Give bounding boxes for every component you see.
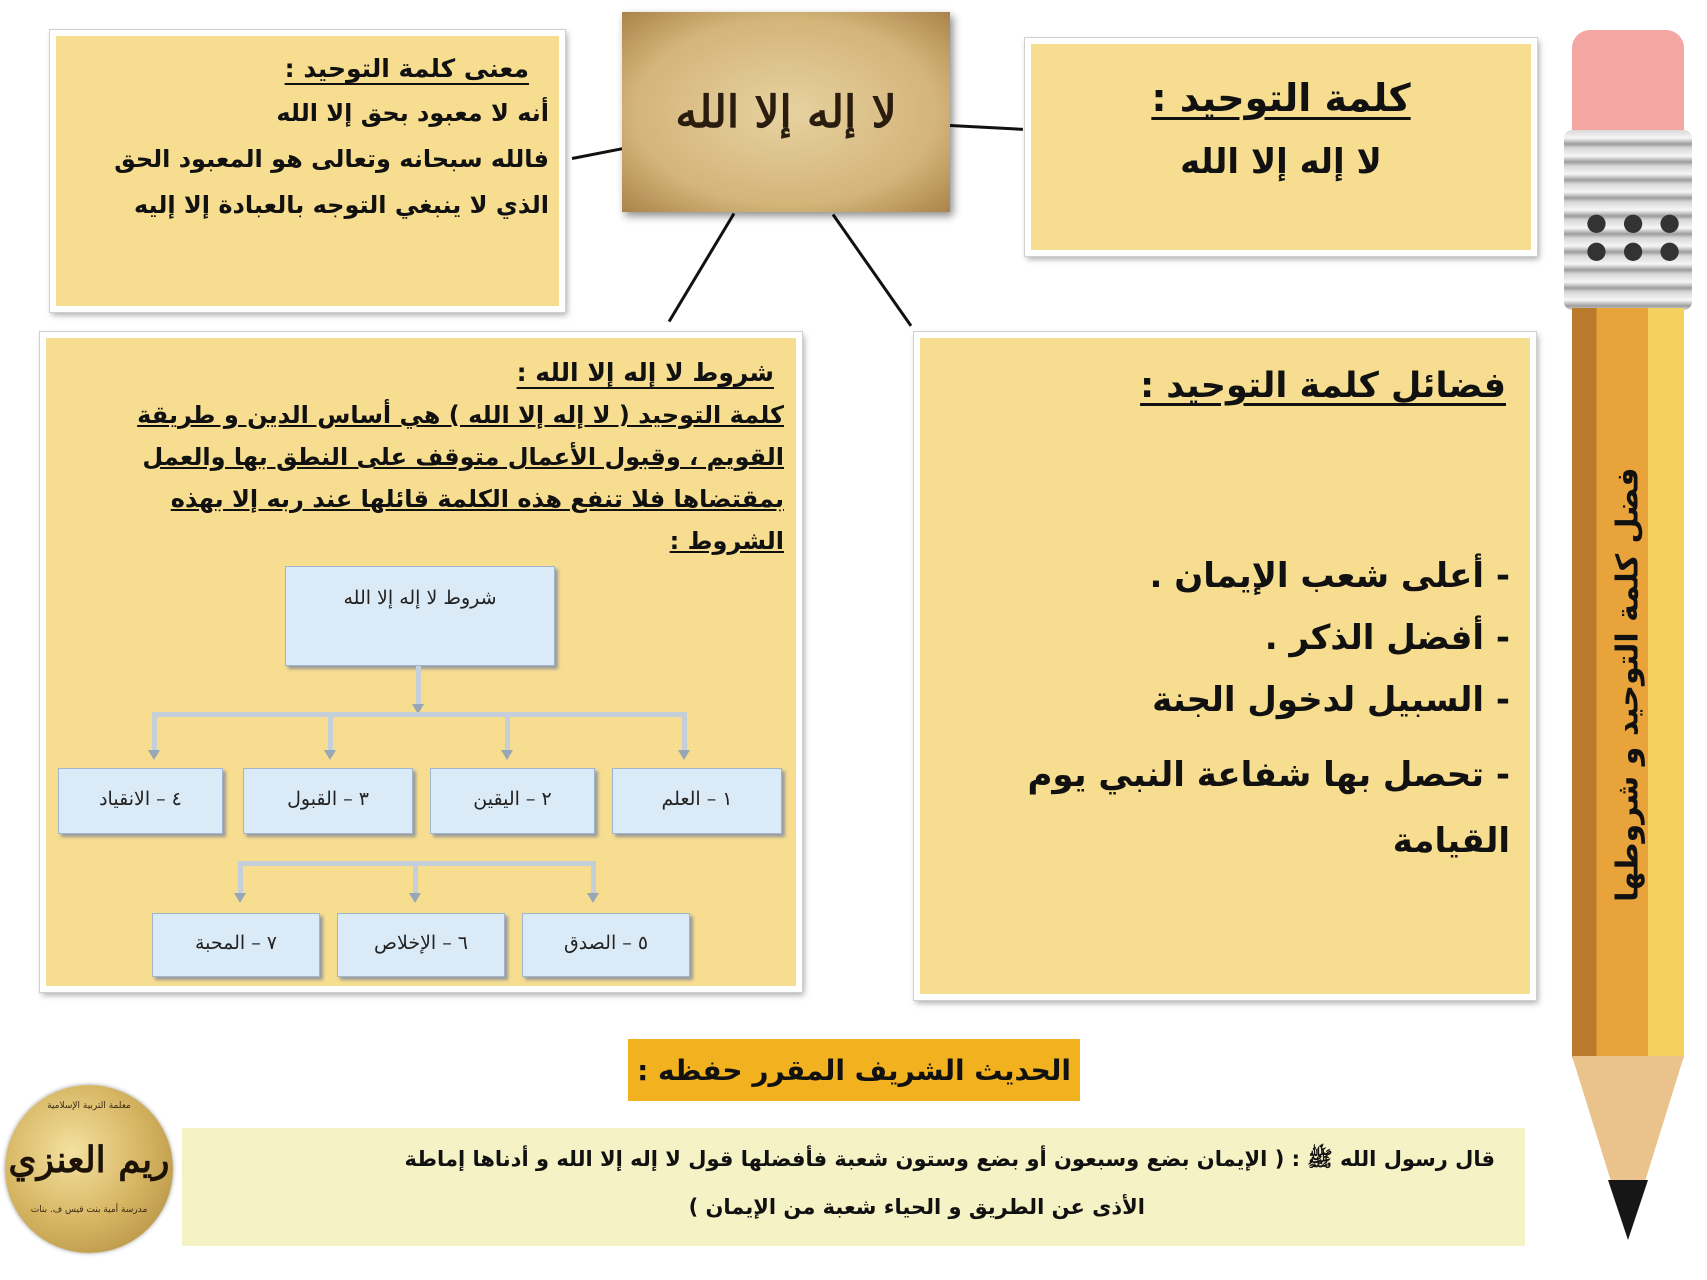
- virtues-box: [914, 332, 1536, 1000]
- tree-row1-arrow-4: [148, 750, 160, 760]
- tree-row1-drop-1: [682, 712, 687, 752]
- pencil-label: فضل كلمة التوحيد و شروطها: [1610, 467, 1646, 902]
- hadith-heading: [628, 1039, 1080, 1101]
- tree-root-stem: [416, 666, 421, 708]
- tree-row1-drop-2: [505, 712, 510, 752]
- hadith-heading-text: الحديث الشريف المقرر حفظه :: [637, 1053, 1071, 1087]
- definition-box: [1025, 38, 1537, 256]
- tree-node-4: [58, 768, 223, 834]
- tree-node-5: [522, 913, 690, 977]
- tree-node-7: [152, 913, 320, 977]
- tree-node-1-label: ١ – العلم: [661, 788, 733, 810]
- conditions-line-3: بمقتضاها فلا تنفع هذه الكلمة قائلها عند ربه إلا بهذه: [170, 485, 784, 513]
- hadith-line-2: الأذى عن الطريق و الحياء شعبة من الإيمان ): [688, 1195, 1145, 1219]
- pencil-lead: [1608, 1180, 1648, 1240]
- connector-line-right: [950, 124, 1023, 131]
- tree-row1-bar: [152, 712, 687, 717]
- connector-line-lower-right: [832, 214, 912, 327]
- tree-row1-arrow-3: [324, 750, 336, 760]
- tree-root-node: [285, 566, 555, 666]
- tree-node-3: [243, 768, 413, 834]
- logo-seal: [5, 1085, 173, 1253]
- connector-line-left: [572, 147, 624, 160]
- meaning-title: معنى كلمة التوحيد :: [284, 54, 529, 83]
- tree-node-1: [612, 768, 782, 834]
- tree-row2-drop-3: [238, 861, 243, 895]
- virtues-item-2: - أفضل الذكر .: [1264, 618, 1510, 658]
- definition-title: كلمة التوحيد :: [1151, 76, 1411, 120]
- center-card: [622, 12, 950, 212]
- tree-row2-drop-1: [591, 861, 596, 895]
- tree-node-3-label: ٣ – القبول: [287, 788, 369, 810]
- logo-name: ريم العنزي: [8, 1139, 170, 1181]
- pencil: [1558, 30, 1698, 1260]
- logo-top-text: معلمة التربية الإسلامية: [47, 1101, 131, 1111]
- connector-line-lower-left: [668, 213, 735, 323]
- virtues-item-1: - أعلى شعب الإيمان .: [1149, 556, 1510, 596]
- virtues-item-4: - تحصل بها شفاعة النبي يوم القيامة: [1027, 755, 1510, 861]
- tree-node-5-label: ٥ – الصدق: [563, 932, 649, 954]
- tree-row2-stem: [413, 861, 418, 895]
- tree-row1-drop-4: [152, 712, 157, 752]
- virtues-title: فضائل كلمة التوحيد :: [1140, 366, 1506, 406]
- definition-body: لا إله إلا الله: [1180, 142, 1382, 182]
- tree-node-2: [430, 768, 595, 834]
- pencil-eraser: [1572, 30, 1684, 140]
- hadith-line-1: قال رسول الله ﷺ : ( الإيمان بضع وسبعون أو بضع وستون شعبة فأفضلها قول لا إله إلا الله و أدناها إماطة: [404, 1147, 1495, 1171]
- tree-node-6: [337, 913, 505, 977]
- tree-row1-arrow-2: [501, 750, 513, 760]
- center-card-text: لا إله إلا الله: [675, 86, 897, 138]
- tree-node-4-label: ٤ – الانقياد: [99, 788, 182, 810]
- tree-root-label: شروط لا إله إلا الله: [343, 587, 497, 609]
- logo-bottom-text: مدرسة أمية بنت قيس ف. بنات: [30, 1205, 148, 1215]
- tree-row2-arrow-3: [234, 893, 246, 903]
- tree-row1-arrow-1: [678, 750, 690, 760]
- tree-node-2-label: ٢ – اليقين: [473, 788, 552, 810]
- tree-node-7-label: ٧ – المحبة: [194, 932, 278, 954]
- tree-row2-arrow-1: [587, 893, 599, 903]
- conditions-line-2: القويم ، وقبول الأعمال متوقف على النطق بها والعمل: [142, 443, 784, 471]
- meaning-box: [50, 30, 565, 312]
- tree-node-6-label: ٦ – الإخلاص: [374, 932, 468, 954]
- meaning-line-2: فالله سبحانه وتعالى هو المعبود الحق: [114, 145, 549, 173]
- hadith-box: [182, 1128, 1525, 1246]
- tree-row1-drop-3: [328, 712, 333, 752]
- meaning-line-3: الذي لا ينبغي التوجه بالعبادة إلا إليه: [133, 191, 549, 219]
- tree-row2-arrow-2: [409, 893, 421, 903]
- conditions-line-1: كلمة التوحيد ( لا إله إلا الله ) هي أساس الدين و طريقة: [137, 401, 784, 429]
- conditions-line-4: الشروط :: [669, 527, 784, 555]
- virtues-item-3: - السبيل لدخول الجنة: [1152, 680, 1510, 720]
- pencil-ferrule-dots: ● ● ● ● ● ●: [1586, 208, 1685, 264]
- meaning-line-1: أنه لا معبود بحق إلا الله: [276, 99, 549, 127]
- conditions-title: شروط لا إله إلا الله :: [516, 358, 774, 387]
